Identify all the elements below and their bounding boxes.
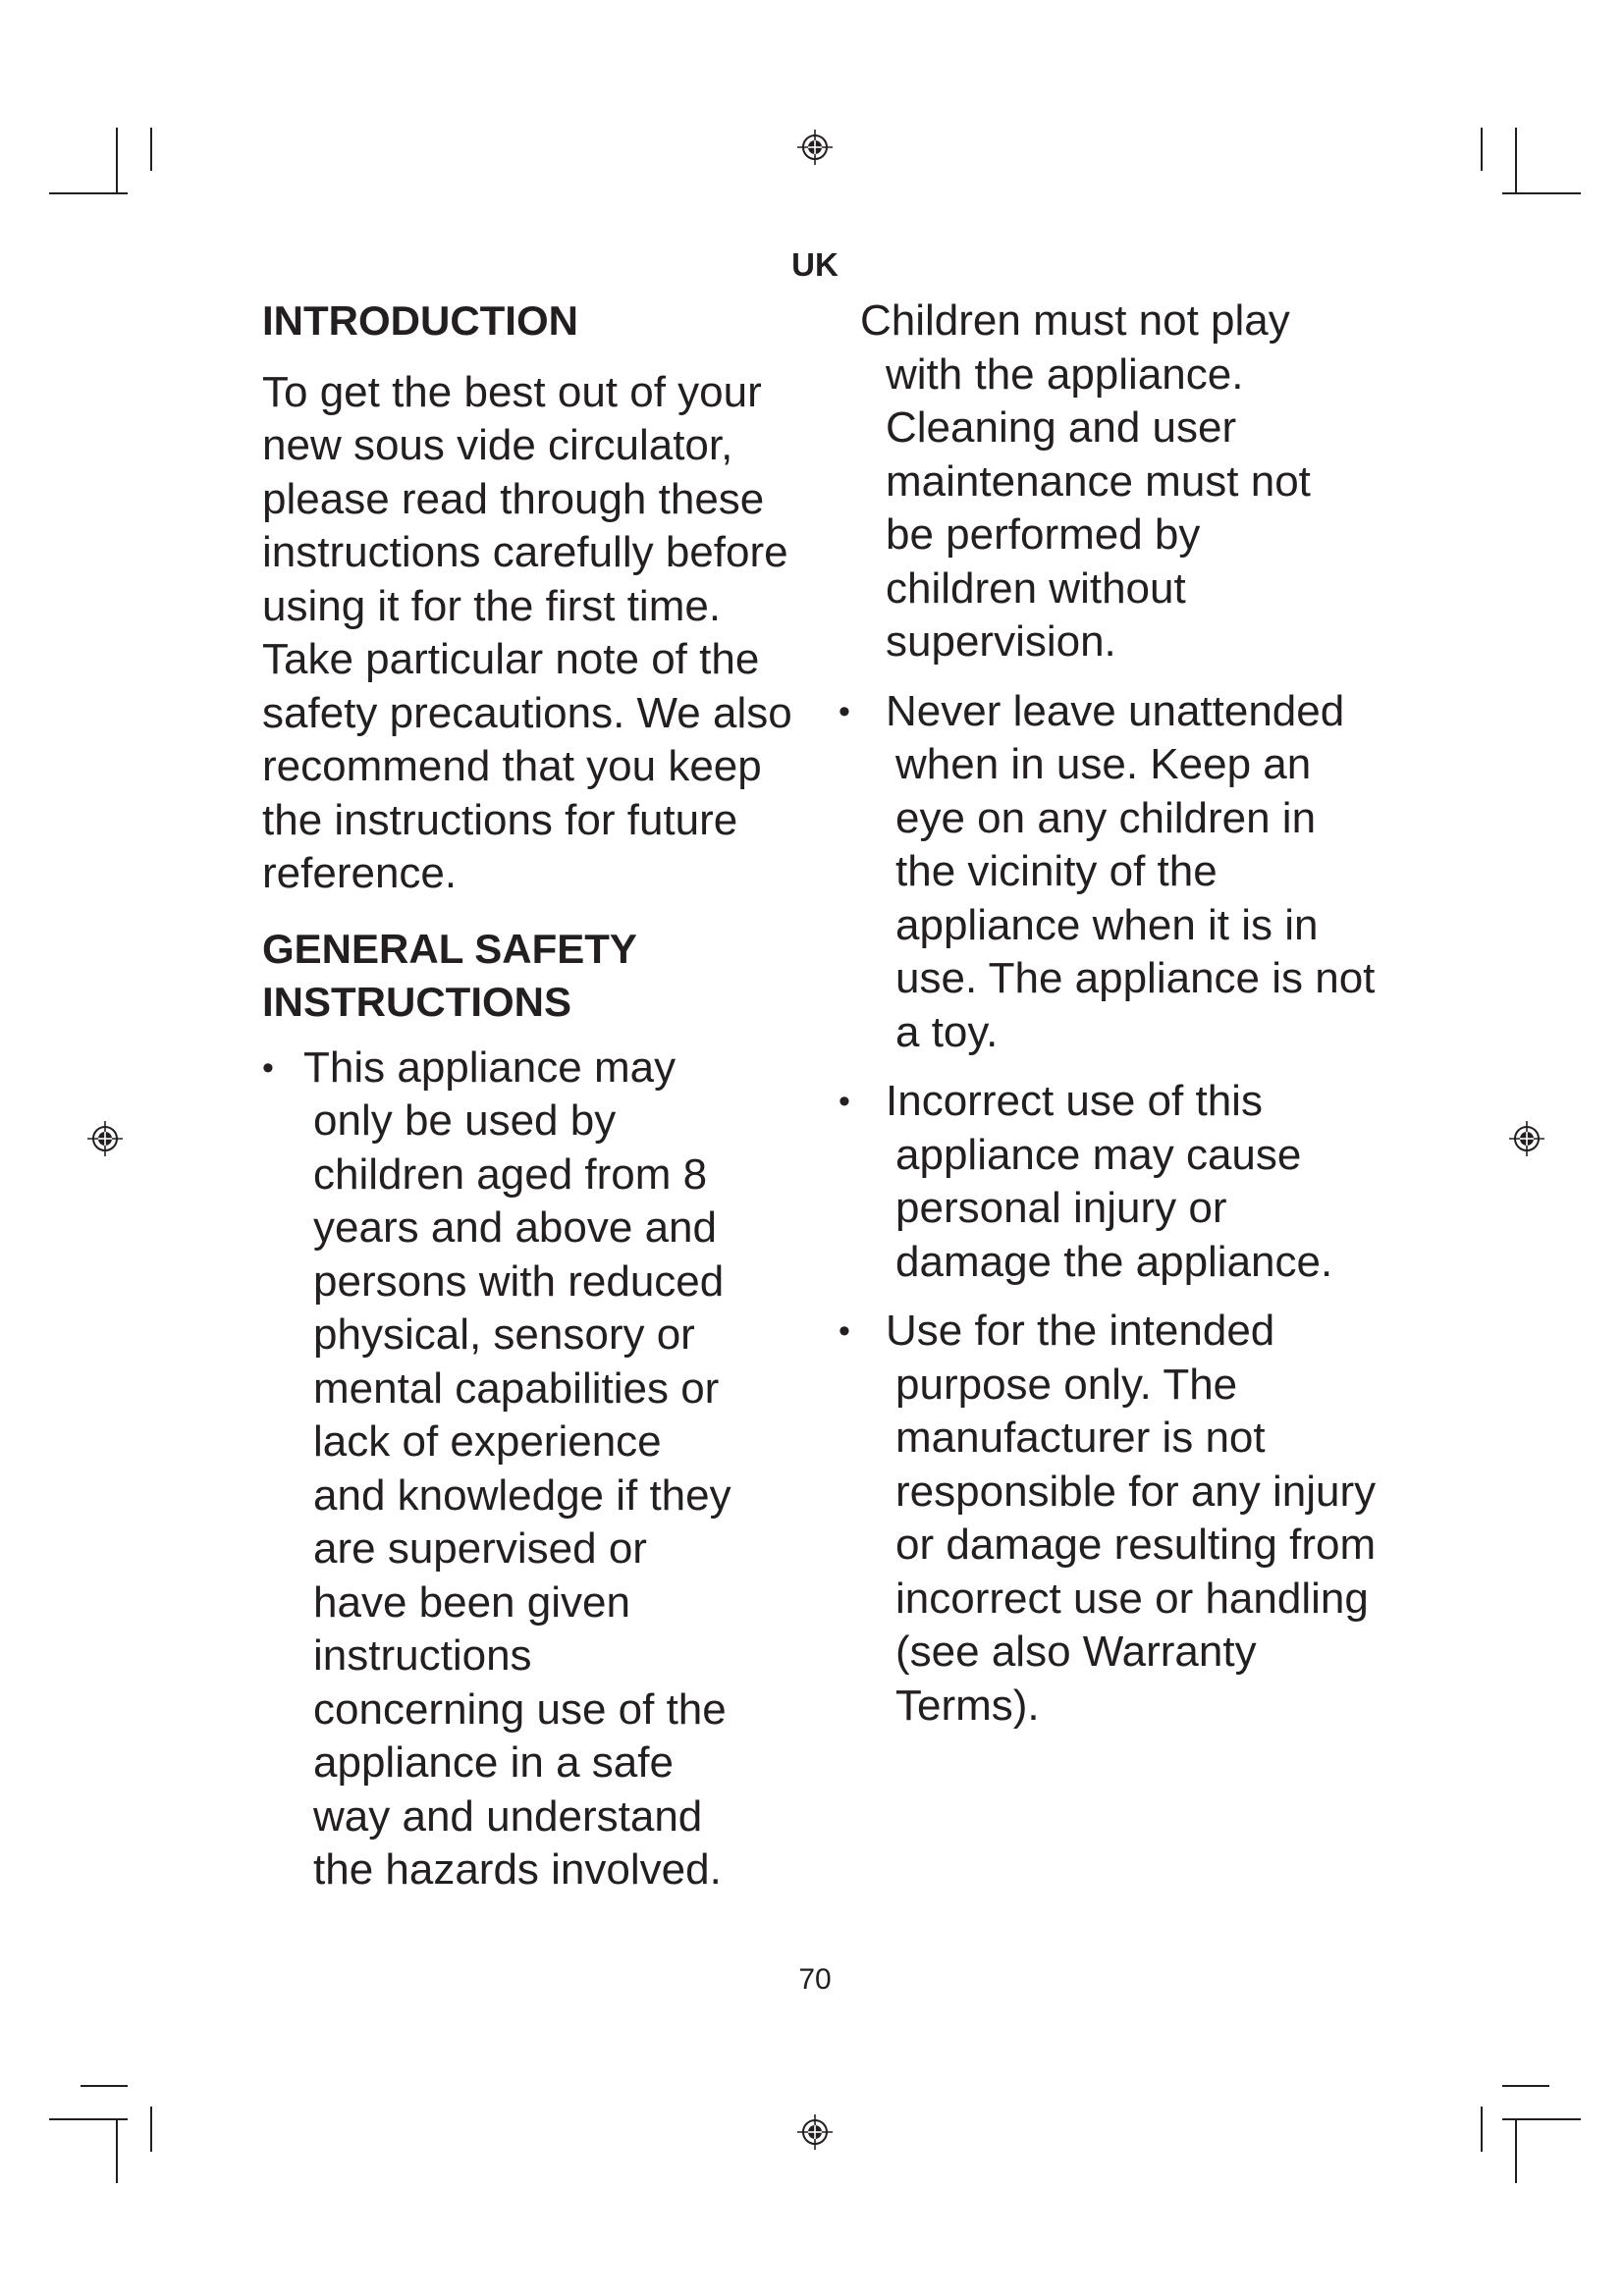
list-item xyxy=(839,1305,1377,1733)
crop-mark-bottom-left-h2 xyxy=(81,2085,128,2087)
crop-mark-top-left-v2 xyxy=(150,128,152,171)
list-item-text: Use for the intended purpose only. The manufacturer is not responsible for any injury or damage resulting from incorrect use or handling (see also Warranty Terms). xyxy=(886,1307,1377,1730)
crop-mark-top-left-v1 xyxy=(116,128,118,192)
list-item-text: Incorrect use of this appliance may cause personal injury or damage the appliance. xyxy=(886,1077,1333,1286)
left-column xyxy=(262,294,792,1913)
bullet-icon: • xyxy=(839,1083,850,1120)
safety-list-continued xyxy=(839,685,1390,1734)
bullet-icon: • xyxy=(262,1048,274,1087)
introduction-paragraph: To get the best out of your new sous vide circulator, please read through these instructions carefully before using it for the first time. Take particular note of the safety precautions. We also recommend that you keep the instructions for future reference. xyxy=(262,367,792,897)
crop-mark-bottom-right-v2 xyxy=(1481,2107,1483,2152)
crop-mark-top-right-v1 xyxy=(1515,128,1517,192)
bullet-icon: • xyxy=(839,692,850,730)
crop-mark-bottom-left-v1 xyxy=(116,2118,118,2183)
right-column xyxy=(839,294,1390,1748)
crop-mark-bottom-right-v1 xyxy=(1515,2118,1517,2183)
list-item-text: Never leave unattended when in use. Keep an eye on any children in the vicinity of the appliance when it is in use. The appliance is not a toy. xyxy=(886,686,1376,1056)
page-number: 70 xyxy=(798,1963,832,1996)
list-item-text: This appliance may only be used by children aged from 8 years and above and persons with reduced physical, sensory or mental capabilities or lack of experience and knowledge if they are supervised or have been given instructions concerning use of the appliance in a safe way and understand the hazards involved. xyxy=(303,1042,731,1894)
crop-mark-top-right-h xyxy=(1502,192,1581,194)
language-code: UK xyxy=(791,246,839,283)
general-safety-heading: GENERAL SAFETY INSTRUCTIONS xyxy=(262,925,637,1025)
crop-mark-top-right-v2 xyxy=(1481,128,1483,171)
list-item xyxy=(262,1041,735,1897)
crop-mark-bottom-left-v2 xyxy=(150,2107,152,2152)
registration-mark-icon xyxy=(795,2112,835,2152)
list-item xyxy=(839,685,1377,1060)
crop-mark-bottom-right-h1 xyxy=(1502,2118,1581,2120)
registration-mark-icon xyxy=(85,1119,125,1158)
safety-list xyxy=(262,1041,792,1897)
list-item xyxy=(839,1075,1377,1289)
registration-mark-icon xyxy=(1507,1119,1546,1158)
registration-mark-icon xyxy=(795,128,835,167)
bullet-icon: • xyxy=(839,1312,850,1350)
introduction-heading: INTRODUCTION xyxy=(262,297,578,344)
crop-mark-top-left-h xyxy=(49,192,128,194)
crop-mark-bottom-right-h2 xyxy=(1502,2085,1549,2087)
continuation-paragraph: Children must not play with the appliance. Cleaning and user maintenance must not be performed by children without supervision. xyxy=(860,296,1311,666)
